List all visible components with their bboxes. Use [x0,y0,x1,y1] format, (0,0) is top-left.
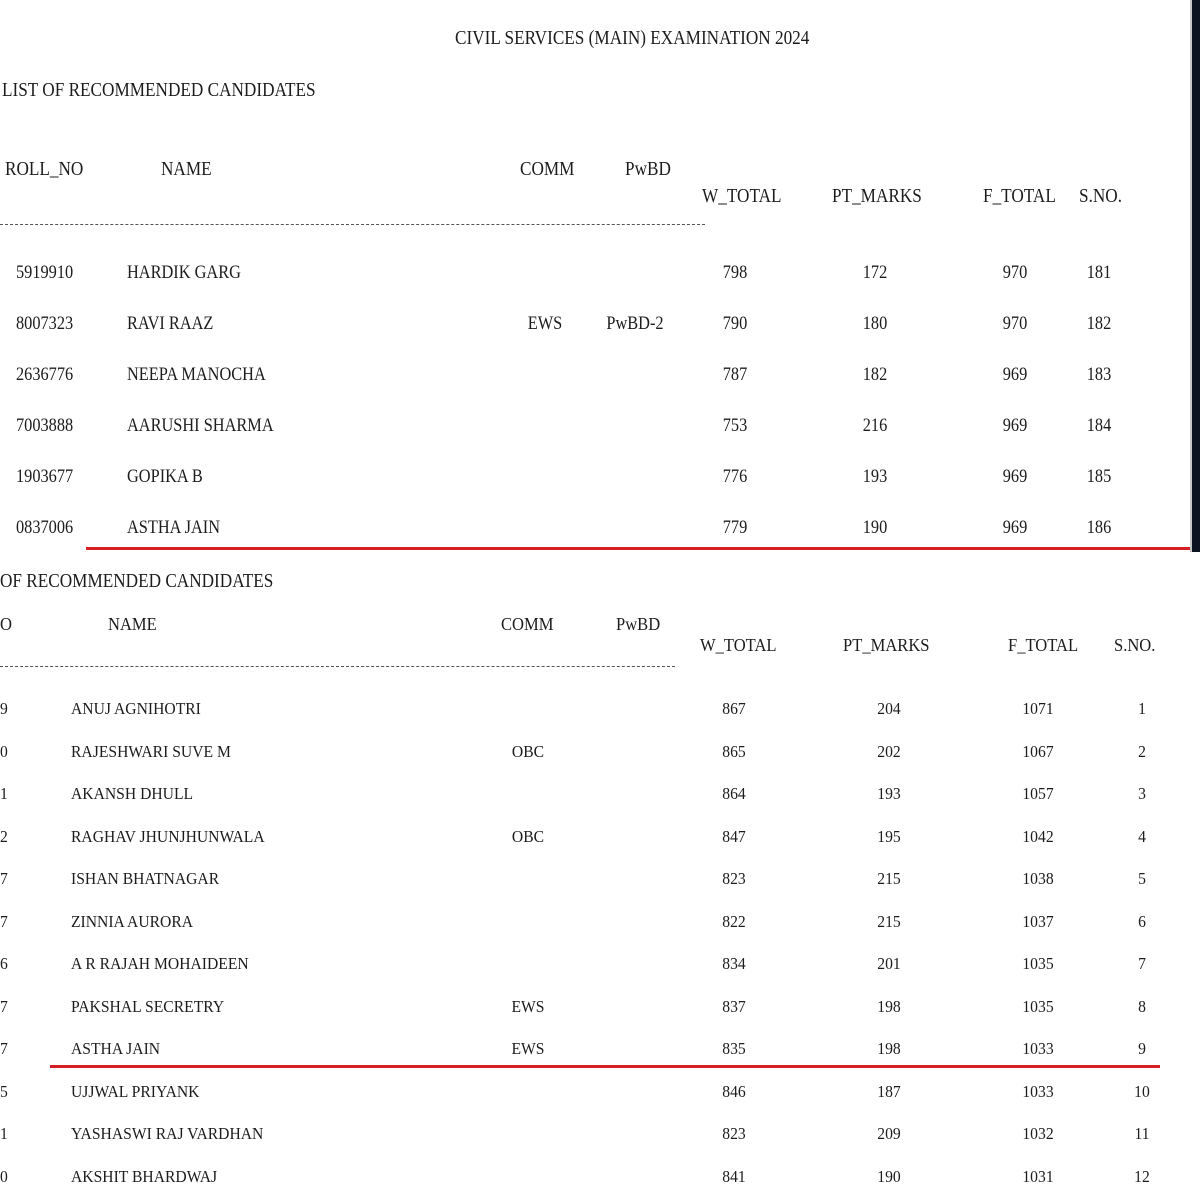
f-total-cell: 1057 [1022,784,1054,803]
name-cell: ZINNIA AURORA [71,911,194,931]
roll-no-cell: 0837006 [16,517,74,538]
name-cell: ASTHA JAIN [71,1039,161,1058]
header-divider [0,666,675,667]
col-sno: S.NO. [1079,185,1123,207]
result-panel-bottom [0,552,1200,1200]
sno-cell: 183 [1086,364,1112,385]
w-total-cell: 823 [722,869,746,888]
pt-marks-cell: 215 [877,869,901,888]
comm-cell: EWS [527,313,563,334]
pt-marks-cell: 201 [877,954,901,973]
name-cell: NEEPA MANOCHA [127,364,266,385]
roll-no-cell: 7 [0,911,8,931]
w-total-cell: 835 [722,1039,746,1058]
sno-cell: 184 [1086,415,1112,436]
sno-cell: 5 [1138,869,1146,888]
f-total-cell: 1032 [1022,1124,1054,1143]
list-subtitle: OF RECOMMENDED CANDIDATES [0,570,274,592]
sno-cell: 12 [1134,1166,1150,1186]
roll-no-cell: 0 [0,1166,8,1186]
w-total-cell: 867 [722,699,746,718]
pt-marks-cell: 193 [877,784,901,803]
name-cell: A R RAJAH MOHAIDEEN [71,954,249,973]
w-total-cell: 798 [722,262,748,283]
f-total-cell: 969 [1002,517,1028,538]
name-cell: RAGHAV JHUNJHUNWALA [71,826,265,846]
f-total-cell: 970 [1002,262,1028,283]
w-total-cell: 790 [722,313,748,334]
sno-cell: 4 [1138,826,1146,846]
pt-marks-cell: 190 [862,517,888,538]
sno-cell: 186 [1086,517,1112,538]
w-total-cell: 779 [722,517,748,538]
col-pt-marks: PT_MARKS [843,635,930,655]
w-total-cell: 753 [722,415,748,436]
f-total-cell: 1035 [1022,954,1054,973]
pt-marks-cell: 190 [877,1166,901,1186]
f-total-cell: 1038 [1022,869,1054,888]
col-f-total: F_TOTAL [983,185,1056,207]
f-total-cell: 969 [1002,466,1028,487]
name-cell: PAKSHAL SECRETRY [71,996,225,1016]
f-total-cell: 1031 [1022,1166,1054,1186]
sno-cell: 10 [1134,1081,1150,1101]
roll-no-cell: 2 [0,826,8,846]
pt-marks-cell: 193 [862,466,888,487]
f-total-cell: 1035 [1022,996,1054,1016]
w-total-cell: 834 [722,954,746,973]
col-w-total: W_TOTAL [700,635,777,655]
roll-no-cell: 1 [0,784,8,803]
w-total-cell: 846 [722,1081,746,1101]
name-cell: UJJWAL PRIYANK [71,1081,200,1101]
w-total-cell: 823 [722,1124,746,1143]
roll-no-cell: 5919910 [16,262,74,283]
col-roll-no: ROLL_NO [5,158,84,180]
w-total-cell: 841 [722,1166,746,1186]
sno-cell: 2 [1138,741,1146,761]
pt-marks-cell: 195 [877,826,901,846]
sno-cell: 3 [1138,784,1146,803]
name-cell: GOPIKA B [127,466,203,487]
sno-cell: 7 [1138,954,1146,973]
pt-marks-cell: 187 [877,1081,901,1101]
roll-no-cell: 5 [0,1081,8,1101]
w-total-cell: 864 [722,784,746,803]
roll-no-cell: 1 [0,1124,8,1143]
roll-no-cell: 1903677 [16,466,74,487]
f-total-cell: 969 [1002,364,1028,385]
list-subtitle: LIST OF RECOMMENDED CANDIDATES [2,79,316,101]
comm-cell: EWS [511,1039,545,1058]
comm-cell: OBC [511,741,545,761]
roll-no-cell: 7 [0,996,8,1016]
sno-cell: 1 [1138,699,1146,718]
name-cell: ANUJ AGNIHOTRI [71,699,201,718]
w-total-cell: 865 [722,741,746,761]
roll-no-cell: 7 [0,869,8,888]
pt-marks-cell: 180 [862,313,888,334]
pt-marks-cell: 182 [862,364,888,385]
pt-marks-cell: 209 [877,1124,901,1143]
pt-marks-cell: 204 [877,699,901,718]
highlight-underline [86,547,1194,550]
col-w-total: W_TOTAL [702,185,782,207]
col-roll-no: O [0,614,12,634]
w-total-cell: 787 [722,364,748,385]
highlight-underline [50,1065,1160,1068]
f-total-cell: 1033 [1022,1081,1054,1101]
f-total-cell: 1042 [1022,826,1054,846]
name-cell: ISHAN BHATNAGAR [71,869,220,888]
f-total-cell: 969 [1002,415,1028,436]
w-total-cell: 776 [722,466,748,487]
f-total-cell: 970 [1002,313,1028,334]
name-cell: ASTHA JAIN [127,517,221,538]
sno-cell: 9 [1138,1039,1146,1058]
name-cell: RAVI RAAZ [127,313,214,334]
f-total-cell: 1037 [1022,911,1054,931]
col-pt-marks: PT_MARKS [832,185,922,207]
comm-cell: EWS [511,996,545,1016]
roll-no-cell: 8007323 [16,313,74,334]
pt-marks-cell: 172 [862,262,888,283]
name-cell: AKANSH DHULL [71,784,194,803]
sno-cell: 181 [1086,262,1112,283]
sno-cell: 185 [1086,466,1112,487]
col-f-total: F_TOTAL [1008,635,1079,655]
col-name: NAME [108,614,157,634]
sno-cell: 11 [1134,1124,1150,1143]
col-sno: S.NO. [1114,635,1156,655]
roll-no-cell: 6 [0,954,8,973]
col-pwbd: PwBD [616,614,661,634]
sno-cell: 182 [1086,313,1112,334]
name-cell: AKSHIT BHARDWAJ [71,1166,218,1186]
col-pwbd: PwBD [625,158,671,180]
roll-no-cell: 2636776 [16,364,74,385]
name-cell: YASHASWI RAJ VARDHAN [71,1124,264,1143]
header-divider [0,224,705,225]
panel-edge-shadow [1192,0,1200,552]
result-panel-top [0,0,1200,552]
name-cell: AARUSHI SHARMA [127,415,274,436]
w-total-cell: 847 [722,826,746,846]
name-cell: HARDIK GARG [127,262,241,283]
roll-no-cell: 7 [0,1039,8,1058]
w-total-cell: 837 [722,996,746,1016]
name-cell: RAJESHWARI SUVE M [71,741,231,761]
pt-marks-cell: 198 [877,1039,901,1058]
pt-marks-cell: 216 [862,415,888,436]
w-total-cell: 822 [722,911,746,931]
roll-no-cell: 7003888 [16,415,74,436]
comm-cell: OBC [511,826,545,846]
f-total-cell: 1067 [1022,741,1054,761]
f-total-cell: 1033 [1022,1039,1054,1058]
pt-marks-cell: 202 [877,741,901,761]
col-comm: COMM [520,158,575,180]
col-comm: COMM [501,614,554,634]
roll-no-cell: 0 [0,741,8,761]
sno-cell: 8 [1138,996,1146,1016]
pt-marks-cell: 215 [877,911,901,931]
pwbd-cell: PwBD-2 [606,313,664,334]
col-name: NAME [161,158,212,180]
sno-cell: 6 [1138,911,1146,931]
roll-no-cell: 9 [0,699,8,718]
pt-marks-cell: 198 [877,996,901,1016]
exam-title: CIVIL SERVICES (MAIN) EXAMINATION 2024 [455,27,810,49]
f-total-cell: 1071 [1022,699,1054,718]
